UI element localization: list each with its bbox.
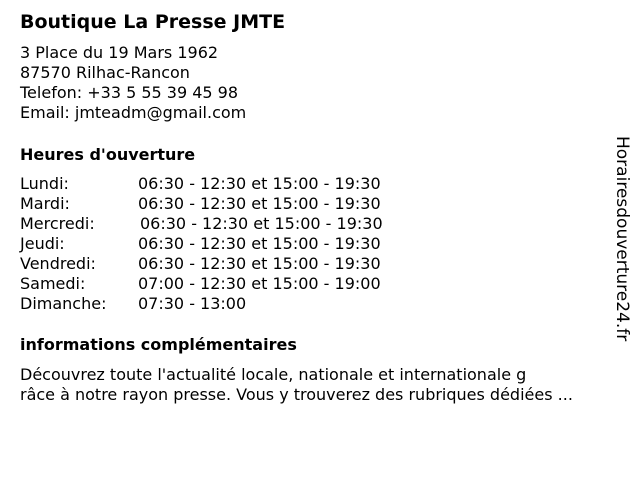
hours-row-vendredi [20, 254, 383, 274]
watermark-text: Horairesdouverture24.fr [612, 136, 632, 342]
time-range: 07:30 - 13:00 [138, 294, 247, 313]
info-line-1: Découvrez toute l'actualité locale, nationale et internationale g [20, 365, 527, 384]
day-label: Mercredi: [20, 214, 95, 233]
info-line-2: râce à notre rayon presse. Vous y trouverez des rubriques dédiées ... [20, 385, 573, 404]
time-range: 06:30 - 12:30 et 15:00 - 19:30 [138, 194, 381, 213]
day-label: Lundi: [20, 174, 69, 193]
day-label: Dimanche: [20, 294, 107, 313]
day-label: Mardi: [20, 194, 70, 213]
hours-row-mardi [20, 194, 383, 214]
phone-number: Telefon: +33 5 55 39 45 98 [20, 83, 239, 102]
hours-row-mercredi [20, 214, 383, 234]
email-address: Email: jmteadm@gmail.com [20, 103, 247, 122]
hours-row-samedi [20, 274, 383, 294]
info-description [20, 365, 620, 405]
hours-row-dimanche [20, 294, 383, 314]
time-range: 07:00 - 12:30 et 15:00 - 19:00 [138, 274, 381, 293]
time-range: 06:30 - 12:30 et 15:00 - 19:30 [138, 254, 381, 273]
day-label: Jeudi: [20, 234, 65, 253]
address-street: 3 Place du 19 Mars 1962 [20, 43, 219, 62]
watermark [612, 136, 632, 342]
time-range: 06:30 - 12:30 et 15:00 - 19:30 [138, 174, 381, 193]
hours-heading: Heures d'ouverture [20, 145, 196, 164]
store-address [20, 43, 246, 123]
time-range: 06:30 - 12:30 et 15:00 - 19:30 [140, 214, 383, 233]
time-range: 06:30 - 12:30 et 15:00 - 19:30 [138, 234, 381, 253]
hours-row-lundi [20, 174, 383, 194]
info-heading: informations complémentaires [20, 335, 297, 354]
hours-row-jeudi [20, 234, 383, 254]
day-label: Samedi: [20, 274, 86, 293]
store-name: Boutique La Presse JMTE [20, 11, 286, 33]
address-city: 87570 Rilhac-Rancon [20, 63, 190, 82]
hours-table [20, 174, 383, 314]
day-label: Vendredi: [20, 254, 96, 273]
